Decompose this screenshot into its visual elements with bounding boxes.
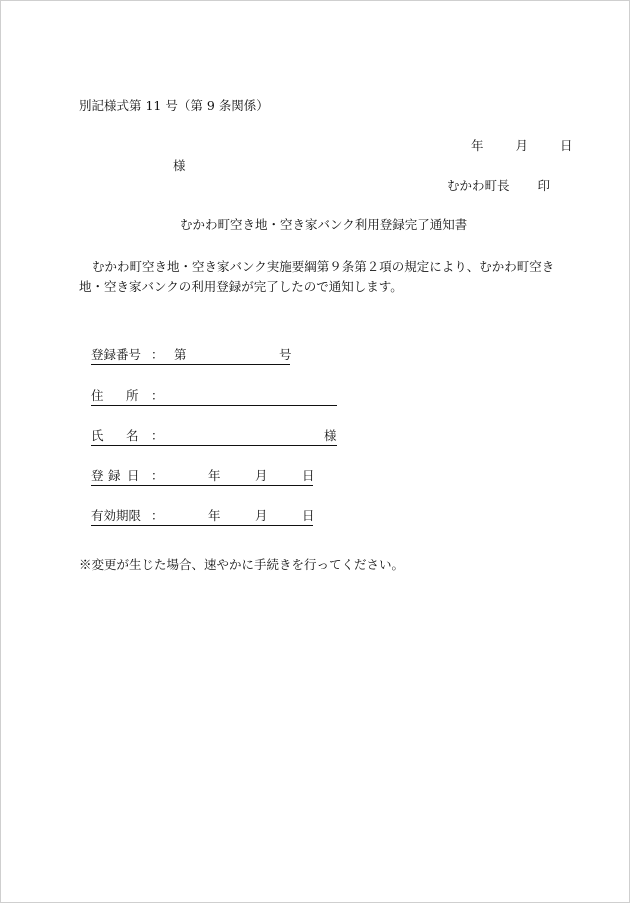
name-suffix: 様 (324, 428, 337, 443)
issue-date (471, 138, 572, 154)
expiry-date-colon: ： (151, 508, 164, 523)
note: ※変更が生じた場合、速やかに手続きを行ってください。 (79, 557, 405, 572)
issuer-seal: 印 (537, 178, 550, 193)
name-underline (91, 445, 337, 446)
form-number: 別記様式第 11 号（第 9 条関係） (79, 98, 269, 113)
registration-date-underline (91, 485, 313, 486)
registration-number-suffix: 号 (279, 347, 292, 362)
expiry-date-label: 有効期限 (91, 508, 142, 523)
registration-date-label-2: 録 (108, 468, 121, 483)
registration-date-day: 日 (302, 468, 315, 483)
registration-date-month: 月 (255, 468, 268, 483)
issue-date-month: 月 (515, 138, 528, 153)
expiry-date-year: 年 (208, 508, 221, 523)
addressee-suffix: 様 (173, 158, 186, 173)
registration-date-row (91, 468, 313, 484)
registration-number-prefix: 第 (174, 347, 187, 362)
registration-number-label: 登録番号 (91, 347, 142, 362)
address-label-2: 所 (126, 388, 139, 403)
issuer-name: むかわ町長 (447, 178, 510, 193)
registration-date-label-3: 日 (127, 468, 140, 483)
name-label-2: 名 (126, 428, 139, 443)
expiry-date-underline (91, 525, 313, 526)
registration-number-row (91, 347, 291, 363)
address-colon: ： (151, 388, 164, 403)
expiry-date-day: 日 (302, 508, 315, 523)
registration-date-label-1: 登 (91, 468, 104, 483)
address-underline (91, 405, 337, 406)
name-label-1: 氏 (91, 428, 104, 443)
registration-date-year: 年 (208, 468, 221, 483)
issue-date-year: 年 (471, 138, 484, 153)
registration-number-colon: ： (151, 347, 164, 362)
address-row (91, 388, 337, 404)
name-colon: ： (151, 428, 164, 443)
address-label-1: 住 (91, 388, 104, 403)
body-text: むかわ町空き地・空き家バンク実施要綱第９条第２項の規定により、むかわ町空き地・空き家バンクの利用登録が完了したので通知します。 (79, 259, 555, 294)
issuer (447, 178, 550, 194)
registration-date-colon: ： (151, 468, 164, 483)
issue-date-day: 日 (559, 138, 573, 153)
expiry-date-row (91, 508, 313, 524)
document-title: むかわ町空き地・空き家バンク利用登録完了通知書 (180, 217, 468, 232)
expiry-date-month: 月 (255, 508, 268, 523)
registration-number-underline (91, 364, 290, 365)
name-row (91, 428, 337, 444)
